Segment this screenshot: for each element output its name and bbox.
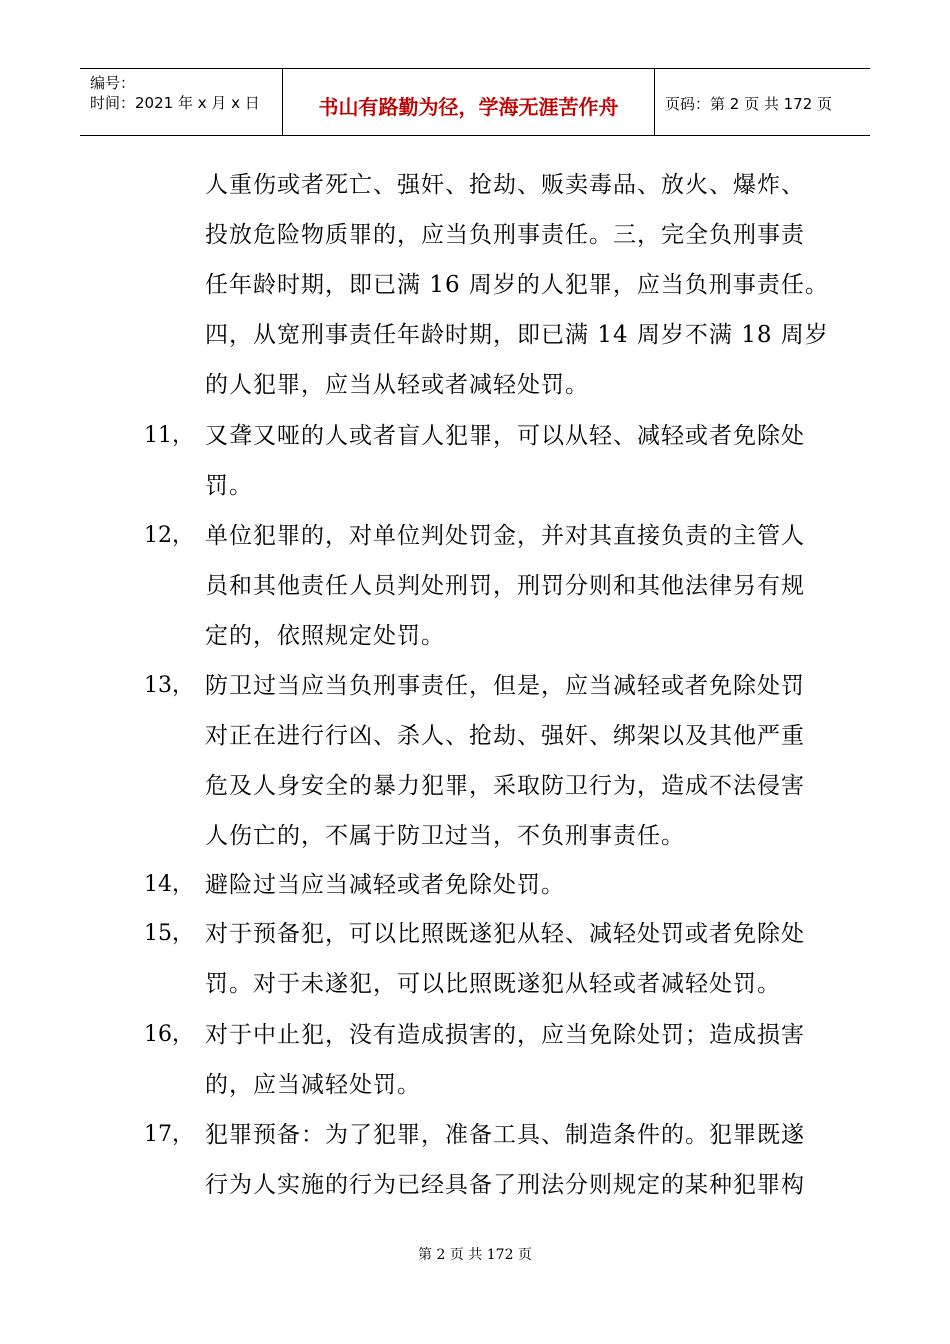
item-number: 17， xyxy=(144,1122,194,1147)
intro-line: 任年龄时期，即已满 16 周岁的人犯罪，应当负刑事责任。 xyxy=(205,272,829,298)
header-page-cell xyxy=(655,69,870,135)
item-line: 人伤亡的，不属于防卫过当，不负刑事责任。 xyxy=(205,823,685,849)
item-line: 罚。 xyxy=(205,473,253,499)
item-number: 13， xyxy=(144,673,194,698)
item-number: 12， xyxy=(144,523,194,548)
intro-line: 投放危险物质罪的，应当负刑事责任。三，完全负刑事责 xyxy=(205,222,805,248)
item-line: 罚。对于未遂犯，可以比照既遂犯从轻或者减轻处罚。 xyxy=(205,971,781,997)
item-line: 对于预备犯，可以比照既遂犯从轻、减轻处罚或者免除处 xyxy=(205,921,805,947)
item-number: 11， xyxy=(144,423,194,448)
item-line: 员和其他责任人员判处刑罚，刑罚分则和其他法律另有规 xyxy=(205,573,805,599)
header-meta-cell xyxy=(80,69,283,135)
intro-line: 人重伤或者死亡、强奸、抢劫、贩卖毒品、放火、爆炸、 xyxy=(205,172,805,198)
item-line: 单位犯罪的，对单位判处罚金，并对其直接负责的主管人 xyxy=(205,523,805,549)
serial-number-label: 编号： xyxy=(90,74,136,92)
intro-line: 四，从宽刑事责任年龄时期，即已满 14 周岁不满 18 周岁 xyxy=(205,322,829,348)
item-line: 对正在进行行凶、杀人、抢劫、强奸、绑架以及其他严重 xyxy=(205,723,805,749)
intro-line: 的人犯罪，应当从轻或者减轻处罚。 xyxy=(205,372,589,398)
item-number: 16， xyxy=(144,1022,194,1047)
item-line: 定的，依照规定处罚。 xyxy=(205,623,445,649)
header-page-info: 页码：第 2 页 共 172 页 xyxy=(665,95,833,113)
date-label: 时间：2021 年 x 月 x 日 xyxy=(90,94,260,112)
item-line: 又聋又哑的人或者盲人犯罪，可以从轻、减轻或者免除处 xyxy=(205,423,805,449)
page-header xyxy=(80,68,870,136)
item-line: 行为人实施的行为已经具备了刑法分则规定的某种犯罪构 xyxy=(205,1172,805,1198)
page-footer: 第 2 页 共 172 页 xyxy=(418,1247,532,1263)
item-line: 犯罪预备：为了犯罪，准备工具、制造条件的。犯罪既遂 xyxy=(205,1122,805,1148)
item-line: 对于中止犯，没有造成损害的，应当免除处罚；造成损害 xyxy=(205,1022,805,1048)
item-number: 14， xyxy=(144,872,194,897)
item-number: 15， xyxy=(144,921,194,946)
item-line: 危及人身安全的暴力犯罪，采取防卫行为，造成不法侵害 xyxy=(205,773,805,799)
item-line: 的，应当减轻处罚。 xyxy=(205,1072,421,1098)
item-line: 避险过当应当减轻或者免除处罚。 xyxy=(205,872,565,898)
item-line: 防卫过当应当负刑事责任，但是，应当减轻或者免除处罚 xyxy=(205,673,805,699)
header-motto: 书山有路勤为径，学海无涯苦作舟 xyxy=(318,95,619,119)
header-motto-cell xyxy=(283,69,655,135)
